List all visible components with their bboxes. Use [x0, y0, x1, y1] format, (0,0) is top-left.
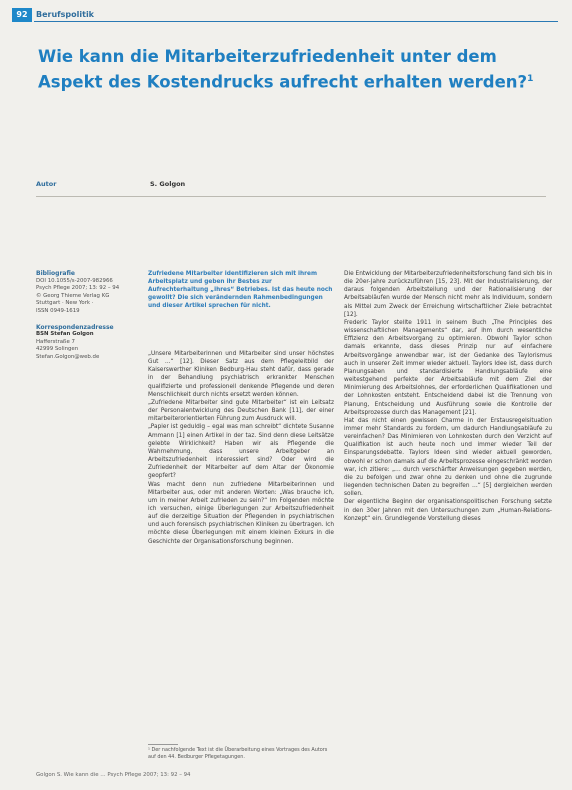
header-rule	[34, 21, 558, 22]
abstract: Zufriedene Mitarbeiter identifizieren sich mit ihrem Arbeitsplatz und geben ihr Bestes zur Aufrechterhaltung „ihres“ Betriebes. Ist das heute noch gewollt? Die sich verändernden Rahmenbedingungen und dieser Artikel sprechen für nicht.	[148, 271, 333, 310]
correspondence-line: Hafferstraße 7	[36, 338, 75, 345]
correspondence-line: Stefan.Golgon@web.de	[36, 353, 100, 360]
correspondence-line: 42999 Solingen	[36, 346, 79, 353]
article-sidebar	[36, 270, 134, 362]
body-column-right	[344, 270, 552, 523]
bib-line: DOI 10.1055/s-2007-982966	[36, 277, 113, 284]
section-label: Berufspolitik	[36, 10, 94, 19]
footnote: ¹ Der nachfolgende Text ist die Überarbeitung eines Vortrages des Autors auf den 44. Bedburger Pflegetagungen.	[148, 747, 328, 760]
author-separator	[36, 196, 546, 197]
author-name: S. Golgon	[150, 180, 186, 188]
correspondence-heading: Korrespondenzadresse	[36, 323, 114, 331]
bib-line: Stuttgart · New York ·	[36, 300, 94, 307]
page-footer: Golgon S. Wie kann die … Psych Pflege 2007; 13: 92 – 94	[36, 772, 191, 778]
paragraph: „Unsere Mitarbeiterinnen und Mitarbeiter sind unser höchstes Gut …“ [12]. Dieser Satz aus dem Pflegeleitbild der Kaiserswerther Kliniken Bedburg-Hau steht dafür, dass gerade in der Behandlung psychiatrisch erkrankter Menschen qualifizierte und professionell denkende Pflegende und deren Menschlichkeit durch nichts ersetzt werden können.	[148, 351, 334, 398]
footnote-rule	[148, 744, 178, 745]
bib-line: © Georg Thieme Verlag KG	[36, 292, 110, 299]
title-footnote-mark: 1	[527, 74, 534, 84]
running-header	[0, 8, 572, 22]
paragraph: Was macht denn nun zufriedene Mitarbeiterinnen und Mitarbeiter aus, oder mit anderen Worten: „Was brauche ich, um in meiner Arbeit zufrieden zu sein?“ Im Folgenden möchte ich versuchen, einige Überlegungen zur Arbeitszufriedenheit auf die derzeitige Situation der Pflegenden in psychiatrischen und auch forensisch psychiatrischen Kliniken zu übertragen. Ich möchte diese Überlegungen mit einem kleinen Exkurs in die Geschichte der Organisationsforschung beginnen.	[148, 481, 334, 545]
paragraph: Hat das nicht einen gewissen Charme in der Erstausregelsituation immer mehr Standards zu fordern, um dadurch Handlungsabläufe zu vereinfachen? Das Minimieren von Lohnkosten durch den Verzicht auf Qualifikation ist auch heute noch und immer wieder Teil der Einsparungsdebatte. Taylors Ideen sind wieder aktuell geworden, obwohl er schon damals auf die Arbeitsprozesse eingeschränkt worden war, ich zitiere: „… durch verschärfter Anweisungen gegeben werden, die zu befolgen und zwar ohne zu denken und ohne die zugrunde liegenden technischen Daten zu begreifen …“ [5] dergleichen werden sollen.	[344, 417, 552, 498]
correspondence-name: BSN Stefan Golgon	[36, 331, 94, 338]
article-title: Wie kann die Mitarbeiterzufriedenheit unter dem Aspekt des Kostendrucks aufrecht erhalten werden?$^1$	[38, 47, 534, 92]
bibliography-heading: Bibliografie	[36, 270, 75, 277]
paragraph: „Papier ist geduldig – egal was man schreibt“ dichtete Susanne Ammann [1] einen Artikel in der taz. Sind denn diese Leitsätze gelebte Wirklichkeit? Haben wir als Pflegende die Wahrnehmung, dass unsere Arbeitgeber an Arbeitszufriedenheit interessiert sind? Oder wird die Zufriedenheit der Mitarbeiter auf dem Altar der Ökonomie geopfert?	[148, 424, 334, 480]
bib-line: ISSN 0949-1619	[36, 307, 80, 314]
paragraph: Der eigentliche Beginn der organisationspolitischen Forschung setzte in den 30er Jahren mit den Untersuchungen zum „Human-Relations-Konzept“ ein. Grundlegende Vorstellung dieses	[344, 499, 552, 522]
author-label: Autor	[36, 180, 57, 188]
paragraph: Die Entwicklung der Mitarbeiterzufriedenheitsforschung fand sich bis in die 20er-Jahre zurückzuführen [15, 23]. Mit der Industrialisierung, der daraus folgenden Arbeitsteilung und der Rationalisierung der Arbeitsabläufen wurde der Mensch nicht mehr als Individuum, sondern als Mittel zum Zweck der Erreichung wirtschaftlicher Ziele betrachtet [12].	[344, 271, 552, 318]
paragraph: „Zufriedene Mitarbeiter sind gute Mitarbeiter“ ist ein Leitsatz der Personalentwicklung des Deutschen Bank [11], der einer mitarbeiterorientierten Führung zum Ausdruck will.	[148, 399, 334, 423]
paragraph: Frederic Taylor stellte 1911 in seinem Buch „The Principles des wissenschaftlichen Managements“ dar, auf ihm durch wesentliche Effizienz den Arbeitsvorgang zu optimieren. Obwohl Taylor schon damals erkannte, dass dieses Prinzip nur auf einfachere Arbeitsvorgänge anwendbar war, ist der Gedanke des Taylorismus auch in unserer Zeit immer wieder aktuell. Taylors Idee ist, dass durch Planungsaben und standardisierte Handlungsabläufe eine weitestgehend perfekte der Arbeitsabläufe mit dem Ziel der Minimierung des Arbeitslohnes, der erforderlichen Qualifikationen und der Lohnkosten entsteht. Entscheidend dabei ist die Trennung von Planung, Entscheidung und Ausführung sowie die Kontrolle der Arbeitsprozesse durch das Management [21].	[344, 319, 552, 416]
body-column-middle	[148, 350, 334, 546]
page-number: 92	[12, 8, 32, 22]
bib-line: Psych Pflege 2007; 13: 92 – 94	[36, 285, 120, 292]
